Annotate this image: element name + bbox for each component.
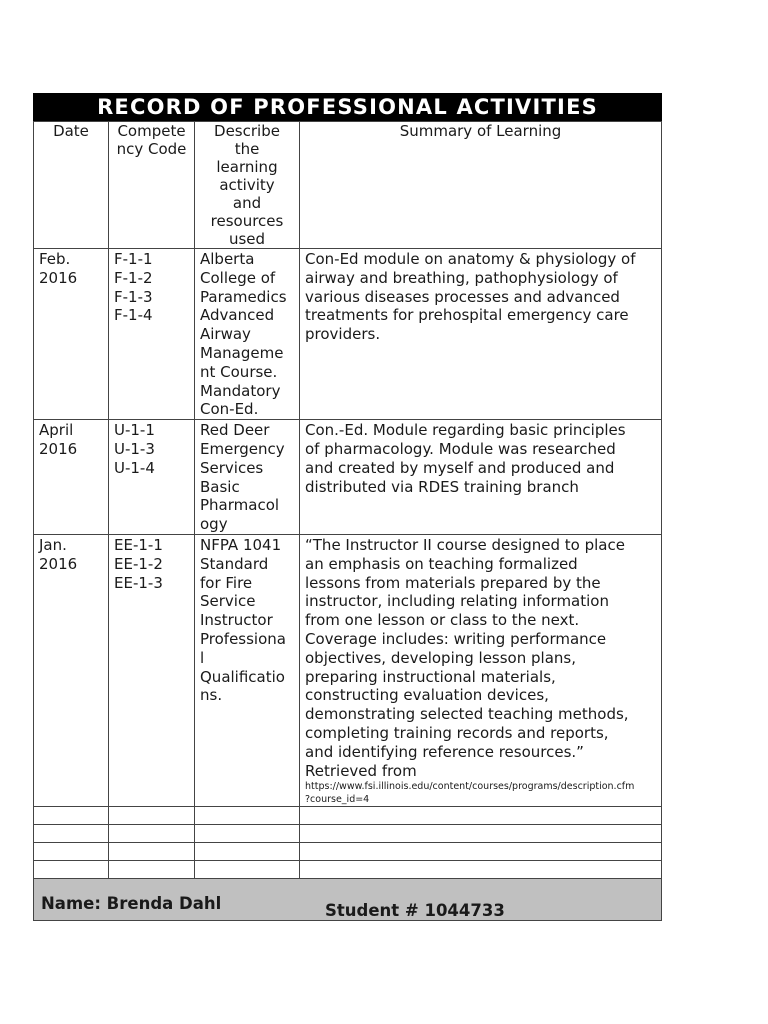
table-row — [34, 420, 662, 535]
header-competency-code: Compete ncy Code — [109, 122, 195, 249]
student-number: Student # 1044733 — [325, 901, 505, 921]
cell-description: NFPA 1041 Standard for Fire Service Instructor Professiona l Qualificatio ns. — [195, 534, 300, 806]
empty-row — [34, 807, 662, 825]
cell-description: Alberta College of Paramedics Advanced Airway Manageme nt Course. Mandatory Con-Ed. — [195, 249, 300, 420]
cell-codes: U-1-1 U-1-3 U-1-4 — [109, 420, 195, 535]
empty-row — [34, 861, 662, 879]
cell-codes: EE-1-1 EE-1-2 EE-1-3 — [109, 534, 195, 806]
table-row — [34, 249, 662, 420]
activities-table — [33, 121, 662, 879]
cell-date: Jan. 2016 — [34, 534, 109, 806]
cell-summary: Con-Ed module on anatomy & physiology of airway and breathing, pathophysiology of various diseases processes and advanced treatments for prehospital emergency care providers. — [300, 249, 662, 420]
cell-date: Feb. 2016 — [34, 249, 109, 420]
cell-date: April 2016 — [34, 420, 109, 535]
empty-row — [34, 825, 662, 843]
header-date: Date — [34, 122, 109, 249]
table-row — [34, 534, 662, 806]
cell-description: Red Deer Emergency Services Basic Pharmacol ogy — [195, 420, 300, 535]
student-name: Name: Brenda Dahl — [41, 894, 222, 914]
activities-record — [33, 93, 662, 921]
cell-summary: “The Instructor II course designed to place an emphasis on teaching formalized lessons from materials prepared by the instructor, including relating information from one lesson or class to the next. Coverage includes: writing performance objectives, developing lesson plans, preparing instructional materials, constructing evaluation devices, demonstrating selected teaching methods, completing training records and reports, and identifying reference resources.” Retrieved from https://www.fsi.illinois.edu/content/courses/programs/description.cfm ?course_id=4 — [300, 534, 662, 806]
footer-bar — [33, 879, 662, 921]
empty-row — [34, 843, 662, 861]
cell-codes: F-1-1 F-1-2 F-1-3 F-1-4 — [109, 249, 195, 420]
cell-summary: Con.-Ed. Module regarding basic principles of pharmacology. Module was researched and created by myself and produced and distributed via RDES training branch — [300, 420, 662, 535]
header-summary: Summary of Learning — [300, 122, 662, 249]
reference-url[interactable]: https://www.fsi.illinois.edu/content/courses/programs/description.cfm — [305, 781, 635, 793]
header-row — [34, 122, 662, 249]
record-title: RECORD OF PROFESSIONAL ACTIVITIES — [33, 93, 662, 121]
header-description: Describe the learning activity and resources used — [195, 122, 300, 249]
reference-url-continued[interactable]: ?course_id=4 — [305, 794, 370, 806]
